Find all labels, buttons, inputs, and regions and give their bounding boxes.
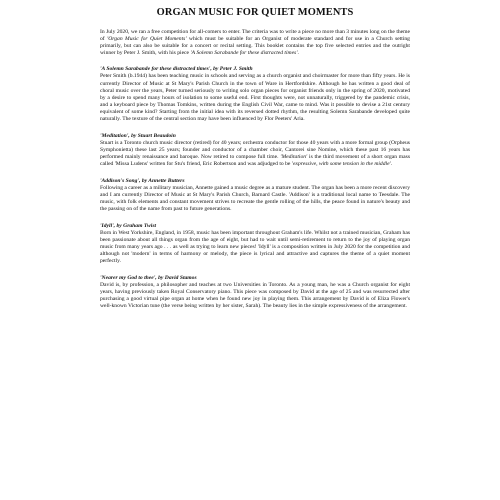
intro-paragraph [100, 29, 410, 57]
section-body-text-1: Stuart is a Toronto church music director (retired) for 40 years; orchestra conductor for those 40 years with a more formal group (Orpheus Symphonietta) these last 25 years; founder and conductor of a chamber choir, Cantorei sine Nomine, which these past 16 years has performed mainly renaissance and baroque. Now retired to compose full time. [100, 139, 410, 160]
section-body: Peter Smith (b.1944) has been teaching music in schools and serving as a church organist and choirmaster for more than fifty years. He is currently Director of Music at St Mary's Parish Church in the town of Ware in Hertfordshire. Although he has written a good deal of choral music over the years, Peter turned seriously to writing solo organ pieces for organist friends only in the spring of 2020, motivated by a desire to spend many hours of isolation to some useful end. First thoughts were, not unnaturally, triggered by the pandemic crisis, and a keyboard piece by Thomas Tomkins, written during the English Civil War, came to mind. Was it possible to devise a 21st century equivalent of some kind? Starting from the initial idea with its reversed dotted rhythm, the resulting Solemn Sarabande developed quite naturally. The texture of the central section may have been influenced by Flor Peeters' Aria. [100, 73, 410, 123]
section-title: 'A Solemn Sarabande for these distracted times', by Peter J. Smith [100, 66, 253, 73]
section-meditation [100, 133, 410, 168]
section-nearer-my-god [100, 275, 410, 310]
section-body-text-3: . [390, 161, 393, 167]
document-page [100, 6, 410, 320]
section-title: 'Meditation', by Stuart Beaudoin [100, 132, 176, 139]
section-title: 'Nearer my God to thee', by David Stamos [100, 274, 197, 281]
section-idyll [100, 223, 410, 266]
intro-text-2: which must be suitable for an Organist of moderate standard and for use in a Church setting primarily, but can also be suitable for a concert or recital setting. This booklet contains the top five selected entries and the outright winner by Peter J. Smith, with his piece [100, 36, 410, 57]
intro-theme: 'Organ Music for Quiet Moments' [107, 36, 187, 43]
intro-winner: 'A Solemn Sarabande for these distracted times' [190, 50, 298, 57]
document-title: ORGAN MUSIC FOR QUIET MOMENTS [156, 7, 354, 18]
section-body: Born in West Yorkshire, England, in 1958, music has been important throughout Graham's life. Whilst not a trained musician, Graham has been passionate about all things organ from the age of eight, but had to wait until semi-retirement to return to the joy of playing organ music from many years ago . . . as well as trying to learn new pieces! 'Idyll' is a composition written in July 2020 for the competition and although not 'modern' in terms of harmony or melody, the piece is lyrical and attractive and captures the theme of a quiet moment perfectly. [100, 229, 410, 265]
section-body-emphasis-2: 'expressive, with some tension in the middle' [291, 161, 391, 167]
intro-text-1: In July 2020, we ran a free competition for all-comers to enter. The criteria was to write a piece no more than 3 minutes long on the theme of [100, 29, 410, 43]
section-addisons-song [100, 178, 410, 213]
section-solemn-sarabande [100, 66, 410, 123]
section-title: 'Addison's Song', by Annette Butters [100, 177, 185, 184]
section-body: David is, by profession, a philosopher and teaches at two Universities in Toronto. As a young man, he was a Church organist for eight years, having previously taken Royal Conservatory piano. This piece was composed by David at the age of 25 and was resurrected after purchasing a good virtual pipe organ at home when he found new joy in playing them. This arrangement by David is of Eliza Flower's well-known Victorian tune (the verse being written by her sister, Sarah). The beauty lies in the simple expressiveness of the arrangement. [100, 281, 410, 309]
section-title: 'Idyll', by Graham Twist [100, 222, 157, 229]
section-body: Following a career as a military musician, Annette gained a music degree as a mature student. The organ has been a more recent discovery and I am currently Director of Music at St Mary's Parish Church, Barnard Castle. 'Addison' is a traditional local name to Teesdale. The music, with folk elements and constant movement strives to recreate the gentle rolling of the hills, the peace found in nature's beauty and the passing on of the name from past to future generations. [100, 184, 410, 212]
intro-text-3: . [297, 50, 299, 57]
section-body-emphasis-1: 'Meditation' [280, 153, 308, 160]
section-body-text-2: is the third movement of a short organ mass called 'Missa Ludens' written for Stu's friend, Eric Robertson and was adjudged to be [100, 153, 410, 167]
section-body [100, 140, 410, 168]
